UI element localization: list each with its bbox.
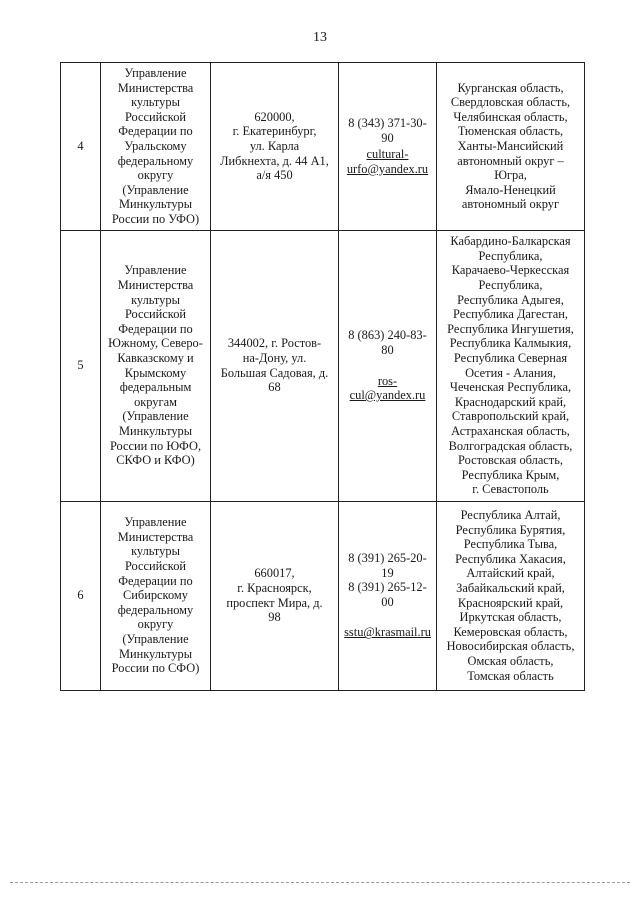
contact-cell (339, 230, 437, 501)
region-item: Кемеровская область, (453, 624, 568, 639)
region-item: Югра, (494, 168, 527, 183)
region-item: Ханты-Мансийский (457, 138, 564, 153)
region-item: Томская область (467, 668, 554, 683)
office-email-link[interactable]: ros- cul@yandex.ru (349, 373, 426, 403)
row-number: 4 (61, 63, 101, 231)
region-item: Республика Тыва, (463, 537, 558, 552)
regions-list (439, 81, 582, 212)
region-item: Кабардино-Балкарская (450, 234, 571, 249)
region-item: Ямало-Ненецкий (465, 182, 556, 197)
address-cell (211, 501, 339, 690)
region-item: Красноярский край, (457, 595, 564, 610)
region-item: г. Севастополь (472, 482, 549, 497)
regions-cell (437, 63, 585, 231)
region-item: Омская область, (467, 653, 554, 668)
region-item: автономный округ – (457, 153, 564, 168)
address-cell (211, 230, 339, 501)
region-item: Ростовская область, (458, 453, 563, 468)
office-email-link[interactable]: cultural- urfo@yandex.ru (346, 147, 429, 176)
region-item: Иркутская область, (459, 610, 562, 625)
table-row (61, 230, 585, 501)
region-item: Республика Алтай, (460, 507, 561, 522)
region-item: Республика Ингушетия, (447, 321, 574, 336)
office-phone: 8 (391) 265-20- 19 8 (391) 265-12- 00 (348, 551, 427, 609)
address-cell (211, 63, 339, 231)
office-phone: 8 (863) 240-83- 80 (348, 328, 427, 357)
region-item: Ставропольский край, (451, 409, 570, 424)
table-row (61, 63, 585, 231)
region-item: Новосибирская область, (446, 639, 575, 654)
office-address: 660017, г. Красноярск, проспект Мира, д. 98 (226, 566, 323, 625)
region-item: Карачаево-Черкесская (451, 263, 570, 278)
office-name: Управление Министерства культуры Российской Федерации по Уральскому федеральному округу (Управление Минкультуры России по УФО) (111, 66, 200, 226)
regions-cell (437, 501, 585, 690)
office-address: 620000, г. Екатеринбург, ул. Карла Либкнехта, д. 44 А1, а/я 450 (220, 109, 329, 183)
region-item: Волгоградская область, (448, 438, 573, 453)
region-item: Республика, (478, 277, 543, 292)
office-email-link[interactable]: sstu@krasmail.ru (344, 625, 431, 640)
region-item: Астраханская область, (451, 423, 570, 438)
region-item: Республика Бурятия, (455, 522, 566, 537)
page-footer-rule (10, 882, 630, 883)
region-item: Республика Дагестан, (453, 307, 568, 322)
region-item: автономный округ (461, 197, 560, 212)
region-item: Республика Северная (453, 350, 568, 365)
region-item: Осетия - Алания, (465, 365, 556, 380)
office-name-cell (101, 230, 211, 501)
office-phone: 8 (343) 371-30- 90 (348, 116, 427, 145)
contact-cell (339, 501, 437, 690)
region-item: Алтайский край, (466, 566, 555, 581)
row-number: 5 (61, 230, 101, 501)
region-item: Курганская область, (457, 80, 564, 95)
region-item: Республика Крым, (461, 467, 560, 482)
region-item: Краснодарский край, (454, 394, 567, 409)
region-item: Тюменская область, (457, 124, 564, 139)
region-item: Забайкальский край, (456, 580, 565, 595)
region-item: Чеченская Республика, (449, 380, 572, 395)
regions-cell (437, 230, 585, 501)
office-address: 344002, г. Ростов- на-Дону, ул. Большая Садовая, д. 68 (220, 336, 329, 395)
regional-offices-table (60, 62, 585, 691)
contact-cell (339, 63, 437, 231)
region-item: Республика Калмыкия, (449, 336, 572, 351)
region-item: Республика Адыгея, (457, 292, 564, 307)
row-number: 6 (61, 501, 101, 690)
region-item: Республика Хакасия, (455, 551, 566, 566)
table-row (61, 501, 585, 690)
region-item: Челябинская область, (453, 109, 568, 124)
page-number: 13 (313, 30, 327, 45)
regions-list (439, 508, 582, 683)
office-name: Управление Министерства культуры Российской Федерации по Сибирскому федеральному округу (Управление Минкультуры России по СФО) (111, 515, 200, 676)
office-name: Управление Министерства культуры Российской Федерации по Южному, Северо- Кавказскому и Крымскому федеральным округам (Управление Минкультуры России по ЮФО, СКФО и КФО) (108, 263, 203, 468)
regions-list (439, 234, 582, 497)
office-name-cell (101, 63, 211, 231)
region-item: Свердловская область, (450, 95, 571, 110)
region-item: Республика, (478, 248, 543, 263)
office-name-cell (101, 501, 211, 690)
